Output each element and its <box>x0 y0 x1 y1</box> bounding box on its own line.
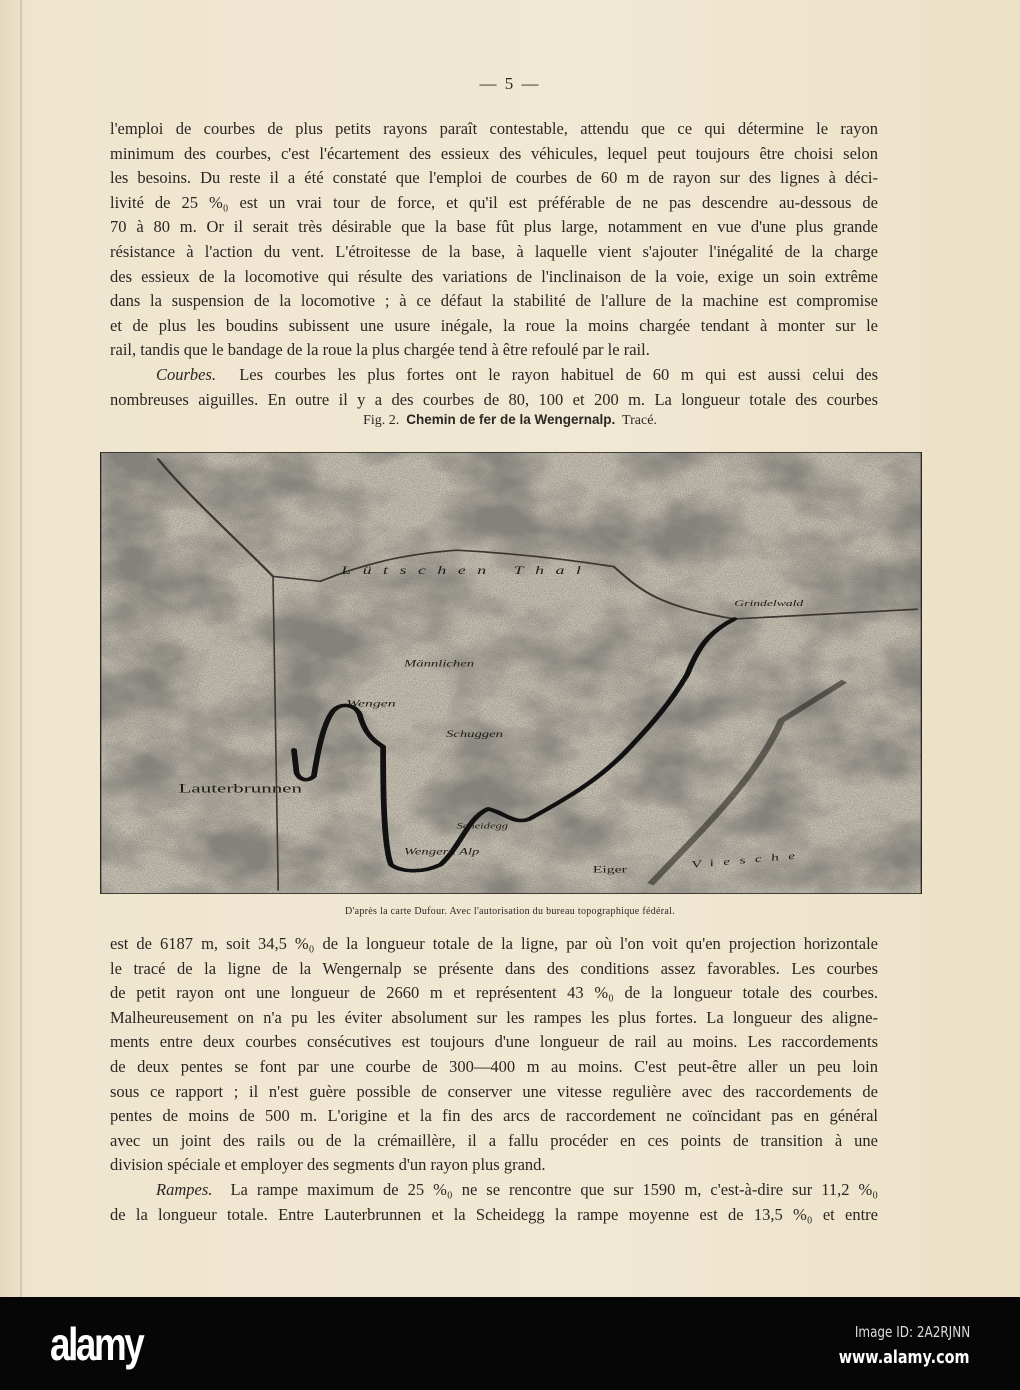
alamy-logo: alamy <box>50 1318 143 1370</box>
map-label-valley: Lütschen Thal <box>341 564 593 577</box>
map-label-wengernalp: Wengern Alp <box>404 846 480 857</box>
map-label-lauterbrunnen: Lauterbrunnen <box>178 780 302 796</box>
map-label-schuggen: Schuggen <box>445 728 503 740</box>
figure-suffix: Tracé. <box>622 413 657 428</box>
text-line: avec un joint des rails ou de la crémaillère, il a fallu procéder en ces points de transition à une <box>110 1130 878 1150</box>
site-url: www.alamy.com <box>839 1347 970 1368</box>
text-line: 70 à 80 m. Or il serait très désirable que la base fût plus large, notamment en vue d'une plus grande <box>110 217 878 237</box>
text-line: de petit rayon ont une longueur de 2660 m et représentent 43 %₀ de la longueur totale des courbes. <box>110 983 878 1003</box>
text-line: livité de 25 %₀ est un vrai tour de force, et qu'il est préférable de ne pas descendre au-dessous de <box>110 192 878 212</box>
text-line: le tracé de la ligne de la Wengernalp se présente dans des conditions assez favorables. Les courbes <box>110 958 878 978</box>
map-label-grindelwald: Grindelwald <box>734 599 804 609</box>
text-line: résistance à l'action du vent. L'étroitesse de la base, à laquelle vient s'ajouter l'inégalité de la charge <box>110 241 878 261</box>
text-line: dans la suspension de la locomotive ; à ce défaut la stabilité de l'allure de la machine est compromise <box>110 291 878 311</box>
image-id: Image ID: 2A2RJNN <box>854 1323 970 1341</box>
text-line <box>110 363 878 388</box>
section-heading-courbes: Courbes. <box>156 364 217 384</box>
text-line: des essieux de la locomotive qui résulte des variations de l'inclinaison de la voie, exige un soin extrême <box>110 266 878 286</box>
map-label-eiger: Eiger <box>592 863 627 875</box>
page-number: — 5 — <box>479 74 541 93</box>
text-span: La rampe maximum de 25 %₀ ne se rencontre que sur 1590 m, c'est-à-dire sur 11,2 %₀ <box>230 1179 879 1199</box>
map-hatching <box>100 452 922 894</box>
text-line <box>110 1178 878 1203</box>
text-line: minimum des courbes, c'est l'écartement des essieux des véhicules, lequel peut toujours être choisi selon <box>110 143 878 163</box>
text-line: ments entre deux courbes consécutives est toujours d'une longueur de rail au moins. Les raccordements <box>110 1032 878 1052</box>
topographic-map <box>100 452 922 894</box>
map-label-mannlichen: Männlichen <box>404 658 475 669</box>
watermark-bar <box>0 1297 1020 1390</box>
text-span: Les courbes les plus fortes ont le rayon habituel de 60 m qui est aussi celui des <box>239 364 878 384</box>
figure-title: Chemin de fer de la Wengernalp. <box>406 412 616 427</box>
text-line: pentes de moins de 500 m. L'origine et la fin des arcs de raccordement ne coïncidant pas en général <box>110 1106 878 1126</box>
text-line: rail, tandis que le bandage de la roue la plus chargée tend à être refoulé par le rail. <box>110 340 650 360</box>
text-line: et de plus les boudins subissent une usure inégale, la roue la moins chargée tendant à monter sur le <box>110 315 878 335</box>
text-line: l'emploi de courbes de plus petits rayons paraît contestable, attendu que ce qui détermine le rayon <box>110 119 878 138</box>
text-line: Malheureusement on n'a pu les éviter absolument sur les rampes les plus fortes. La longueur des aligne- <box>110 1007 878 1027</box>
paragraph-1 <box>110 117 878 412</box>
text-line: est de 6187 m, soit 34,5 %₀ de la longueur totale de la ligne, par où l'on voit qu'en projection horizontale <box>110 934 878 953</box>
text-line: nombreuses aiguilles. En outre il y a des courbes de 80, 100 et 200 m. La longueur totale des courbes <box>110 389 878 409</box>
paragraph-3 <box>110 932 878 1227</box>
section-heading-rampes: Rampes. <box>156 1179 213 1199</box>
figure-label: Fig. 2. <box>363 413 400 428</box>
text-line: sous ce rapport ; il n'est guère possible de conserver une vitesse regulière avec des raccordements de <box>110 1081 878 1101</box>
text-line: de la longueur totale. Entre Lauterbrunnen et la Scheidegg la rampe moyenne est de 13,5 %₀ et entre <box>110 1204 878 1224</box>
map-label-scheidegg: Scheidegg <box>456 822 509 831</box>
figure-caption <box>0 412 1020 429</box>
text-line: de deux pentes se font par une courbe de 300—400 m au moins. C'est peut-être aller un peu loin <box>110 1056 878 1076</box>
text-line: division spéciale et employer des segments d'un rayon plus grand. <box>110 1155 546 1175</box>
text-line: les besoins. Du reste il a été constaté que l'emploi de courbes de 60 m de rayon sur des lignes à déci- <box>110 168 878 188</box>
map-label-wengen: Wengen <box>346 697 396 709</box>
page-fold-shadow <box>20 0 22 1297</box>
map-credit: D'après la carte Dufour. Avec l'autorisation du bureau topographique fédéral. <box>344 906 675 917</box>
map-label-viesche: Viesche <box>690 849 806 871</box>
